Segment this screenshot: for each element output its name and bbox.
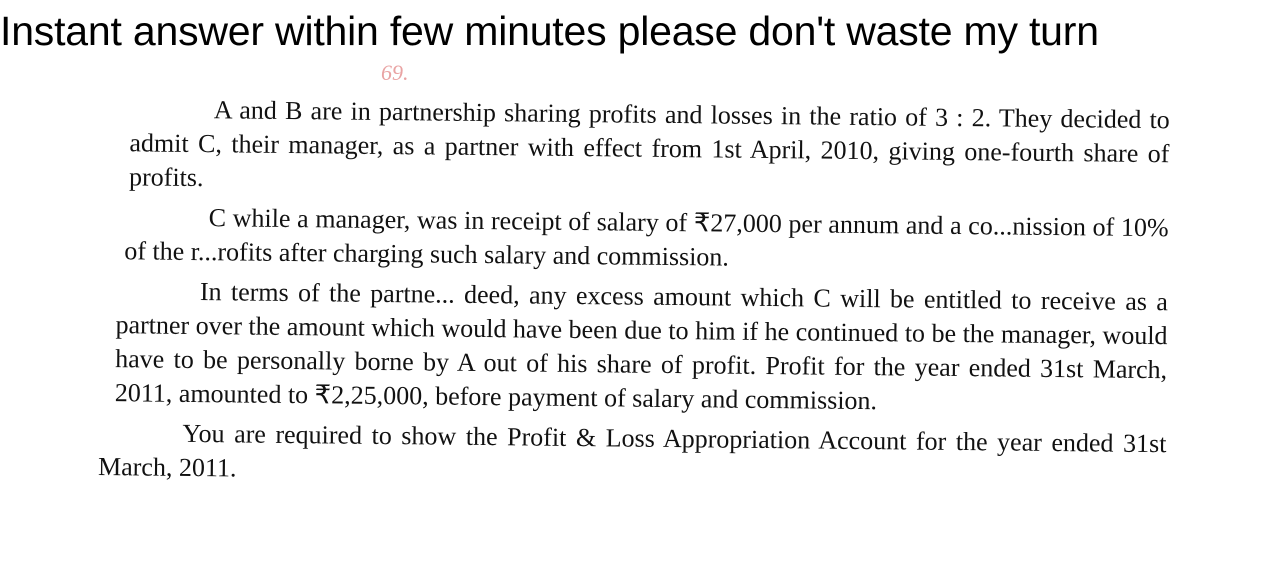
paragraph-3: In terms of the partne... deed, any excess amount which C will be entitled to receive as a partner over the amount which would have been due to him if he continued to be the manager, would have to be personally borne by A out of his share of profit. Profit for the year ended 31st March, 2011, amounted to ₹2,25,000, before payment of salary and commission. — [114, 277, 1169, 416]
paragraph-2: C while a manager, was in receipt of salary of ₹27,000 per annum and a co...nission of 10% of the r...rofits after charging such salary and commission. — [124, 203, 1169, 272]
overlay-title: Instant answer within few minutes please don't waste my turn — [0, 8, 1099, 54]
scanned-question-text — [96, 92, 1170, 501]
paragraph-1: A and B are in partnership sharing profits and losses in the ratio of 3 : 2. They decided to admit C, their manager, as a partner with effect from 1st April, 2010, giving one-fourth share of profits. — [128, 95, 1170, 193]
paragraph-4: You are required to show the Profit & Loss Appropriation Account for the year ended 31st March, 2011. — [97, 418, 1167, 483]
question-number: 69. — [381, 60, 409, 85]
